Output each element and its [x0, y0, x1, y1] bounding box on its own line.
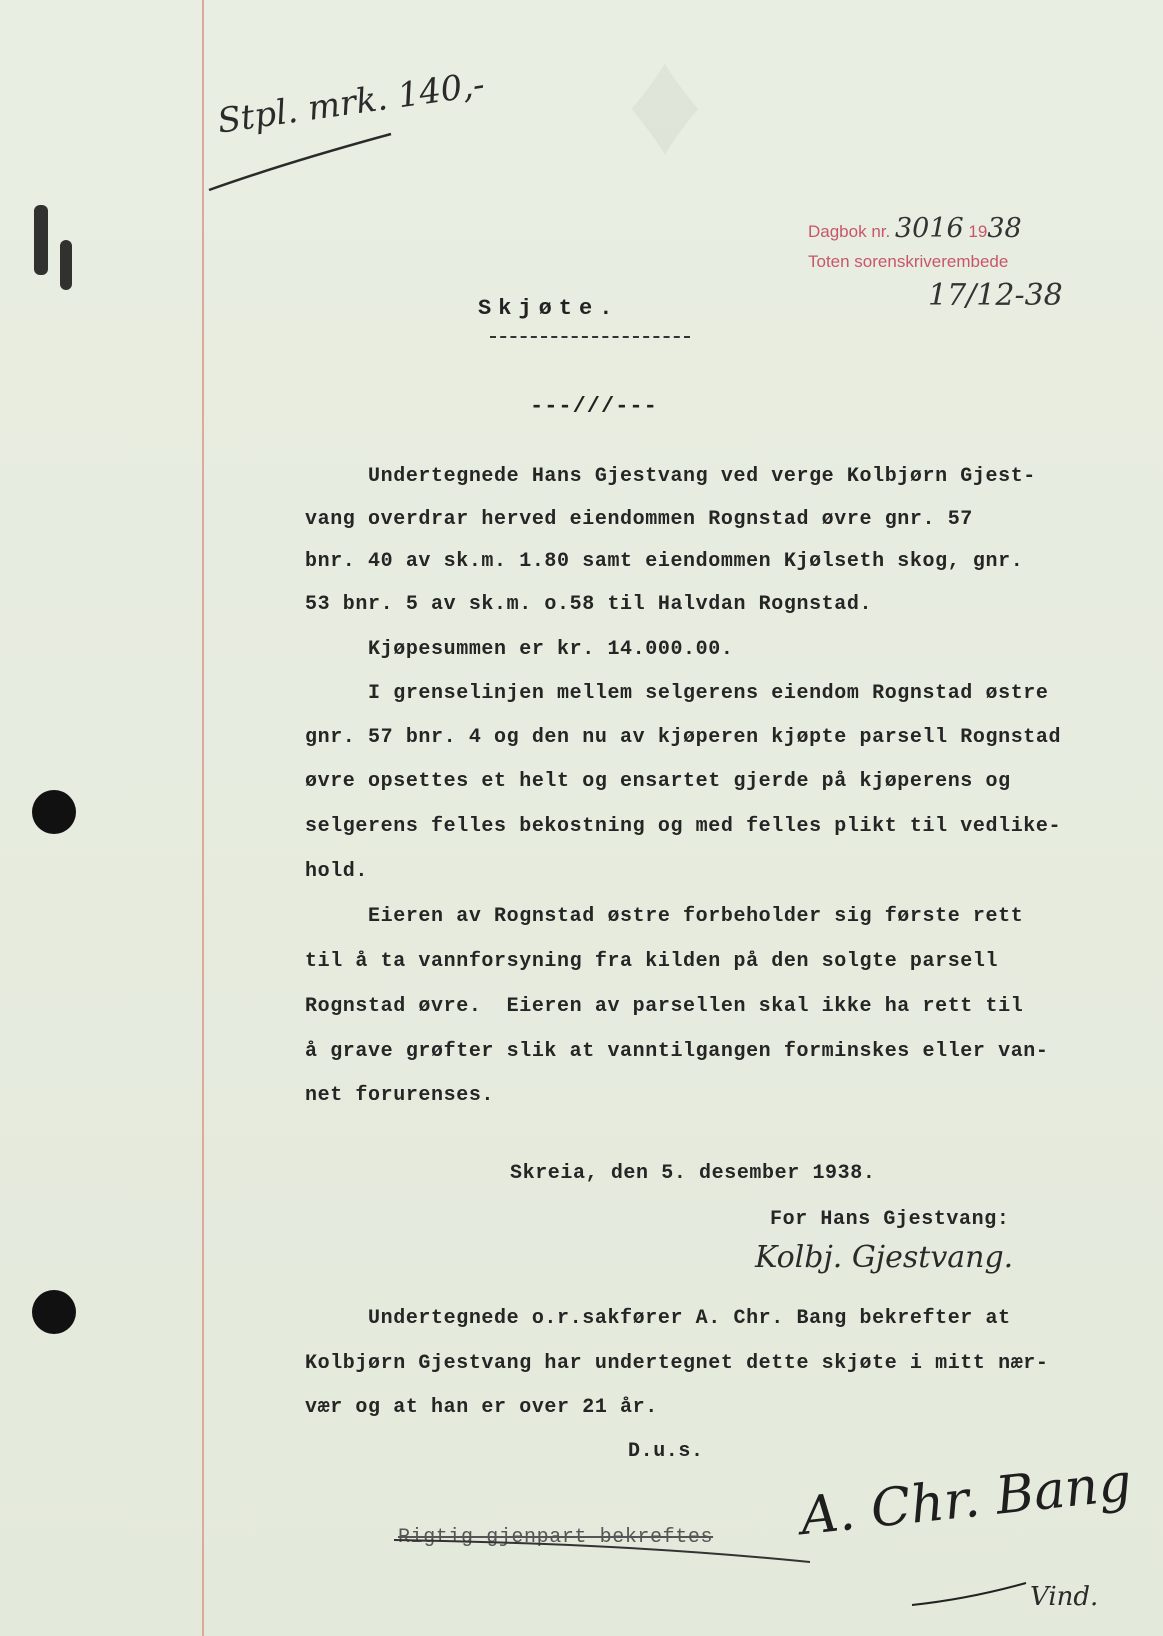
body-line: Kjøpesummen er kr. 14.000.00.: [305, 638, 734, 661]
stamp-journal-number: 3016: [894, 213, 964, 244]
body-line: selgerens felles bekostning og med felles plikt til vedlike-: [305, 815, 1062, 838]
body-line: Rognstad øvre. Eieren av parsellen skal ikke ha rett til: [305, 995, 1024, 1018]
margin-note: Stpl. mrk. 140,-: [215, 64, 488, 142]
margin-note-underline: [205, 130, 395, 200]
body-line: til å ta vannforsyning fra kilden på den solgte parsell: [305, 950, 999, 973]
body-line: bnr. 40 av sk.m. 1.80 samt eiendommen Kjølseth skog, gnr.: [305, 550, 1024, 573]
signature-vind: Vind.: [1030, 1582, 1099, 1612]
registry-stamp: [808, 213, 1022, 244]
stamp-journal-label: Dagbok nr.: [808, 222, 891, 241]
signature-flourish: [910, 1575, 1030, 1615]
title-underline: [490, 336, 690, 338]
signature-bang: A. Chr. Bang: [797, 1452, 1135, 1548]
punch-hole-edge: [34, 205, 48, 275]
place-date: Skreia, den 5. desember 1938.: [510, 1162, 876, 1185]
strike-stroke: [390, 1528, 820, 1568]
body-line: vang overdrar herved eiendommen Rognstad øvre gnr. 57: [305, 508, 973, 531]
stamp-date: 17/12-38: [928, 278, 1063, 313]
stamp-year-hand: 38: [987, 213, 1022, 244]
body-line: Eieren av Rognstad østre forbeholder sig første rett: [305, 905, 1024, 928]
stamp-office: Toten sorenskriverembede: [808, 252, 1009, 271]
body-line: I grenselinjen mellem selgerens eiendom Rognstad østre: [305, 682, 1049, 705]
attestation-line: vær og at han er over 21 år.: [305, 1396, 658, 1419]
watermark: ♦: [582, 20, 748, 186]
body-line: Undertegnede Hans Gjestvang ved verge Kolbjørn Gjest-: [305, 465, 1036, 488]
body-line: net forurenses.: [305, 1084, 495, 1107]
body-line: hold.: [305, 860, 369, 883]
margin-rule: [202, 0, 204, 1636]
body-line: gnr. 57 bnr. 4 og den nu av kjøperen kjøpte parsell Rognstad: [305, 726, 1062, 749]
attestation-line: Kolbjørn Gjestvang har undertegnet dette skjøte i mitt nær-: [305, 1352, 1049, 1375]
struck-certification: Rigtig gjenpart bekreftes: [398, 1526, 714, 1549]
punch-hole-edge: [60, 240, 72, 290]
body-line: 53 bnr. 5 av sk.m. o.58 til Halvdan Rognstad.: [305, 593, 873, 616]
separator: ---///---: [530, 394, 658, 419]
signature-gjestvang: Kolbj. Gjestvang.: [755, 1240, 1014, 1275]
document-title: Skjøte.: [478, 296, 620, 321]
body-line: å grave grøfter slik at vanntilgangen forminskes eller van-: [305, 1040, 1049, 1063]
on-behalf-label: For Hans Gjestvang:: [770, 1208, 1010, 1231]
punch-hole: [32, 790, 76, 834]
stamp-year-printed: 19: [968, 222, 988, 241]
body-line: øvre opsettes et helt og ensartet gjerde på kjøperens og: [305, 770, 1011, 793]
punch-hole: [32, 1290, 76, 1334]
dus-label: D.u.s.: [628, 1440, 704, 1463]
attestation-line: Undertegnede o.r.sakfører A. Chr. Bang bekrefter at: [305, 1307, 1011, 1330]
